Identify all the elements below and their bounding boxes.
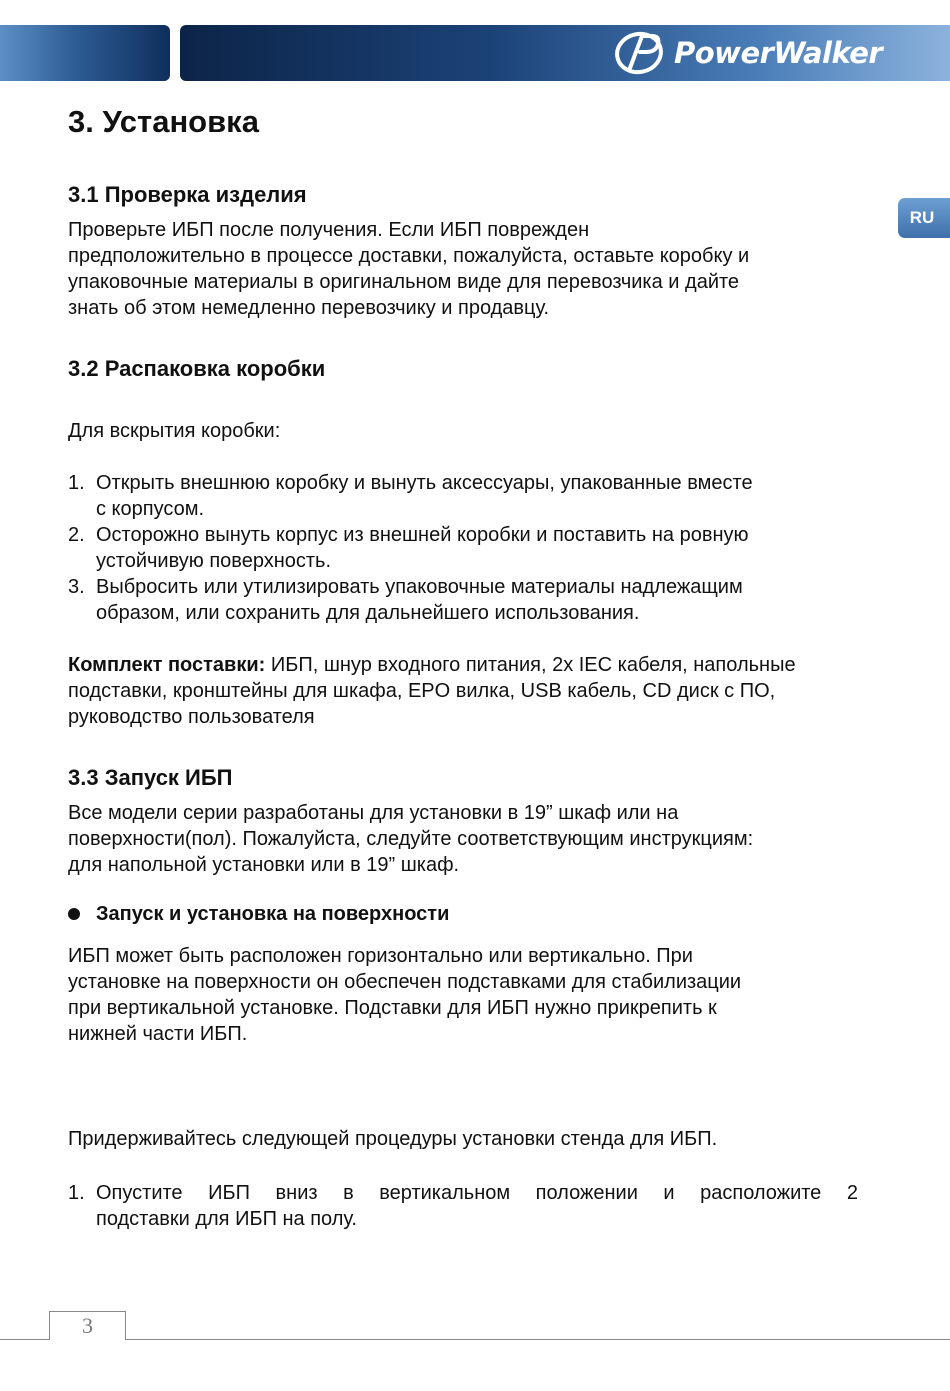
s31-line-1: Проверьте ИБП после получения. Если ИБП поврежден [68, 219, 590, 241]
list-text: Открыть внешнюю коробку и вынуть аксессуары, упакованные вместе [96, 472, 753, 494]
bullet-line-1: ИБП может быть расположен горизонтально или вертикально. При [68, 945, 693, 967]
s32-intro: Для вскрытия коробки: [68, 420, 281, 442]
word: вниз [275, 1182, 318, 1204]
word: вертикальном [379, 1182, 511, 1204]
footer-rule [0, 1339, 950, 1340]
kit-label: Комплект поставки: [68, 654, 266, 676]
s31-line-2: предположительно в процессе доставки, пожалуйста, оставьте коробку и [68, 245, 750, 267]
list-text: устойчивую поверхность. [96, 550, 332, 572]
page-number: 3 [49, 1311, 126, 1340]
bullet-icon [68, 908, 80, 920]
brand-name: PowerWalker [674, 36, 883, 70]
page-title: 3. Установка [68, 104, 259, 139]
word: положении [535, 1182, 638, 1204]
word: 2 [846, 1182, 858, 1204]
language-tab[interactable]: RU [898, 198, 950, 238]
procedure-intro: Придерживайтесь следующей процедуры установки стенда для ИБП. [68, 1128, 718, 1150]
list-number: 3. [68, 576, 85, 598]
bullet-heading-text: Запуск и установка на поверхности [96, 903, 450, 925]
s33-line-2: поверхности(пол). Пожалуйста, следуйте соответствующим инструкциям: [68, 828, 754, 850]
list-number: 1. [68, 472, 85, 494]
header-bar-left [0, 25, 170, 81]
step-1-line-2: подставки для ИБП на полу. [96, 1208, 357, 1230]
kit-line-1 [68, 652, 796, 678]
s31-line-3: упаковочные материалы в оригинальном виде для перевозчика и дайте [68, 271, 740, 293]
section-heading-3-1: 3.1 Проверка изделия [68, 182, 307, 207]
word: расположите [700, 1182, 822, 1204]
list-text: Выбросить или утилизировать упаковочные материалы надлежащим [96, 576, 743, 598]
s31-line-4: знать об этом немедленно перевозчику и продавцу. [68, 297, 550, 319]
word: и [663, 1182, 675, 1204]
word: в [343, 1182, 354, 1204]
section-heading-3-3: 3.3 Запуск ИБП [68, 765, 233, 790]
section-heading-3-2: 3.2 Распаковка коробки [68, 356, 326, 381]
kit-line-2: подставки, кронштейны для шкафа, EPO вилка, USB кабель, CD диск с ПО, [68, 680, 776, 702]
word: ИБП [208, 1182, 250, 1204]
s33-line-1: Все модели серии разработаны для установки в 19” шкаф или на [68, 802, 679, 824]
powerwalker-logo-icon [612, 30, 670, 76]
bullet-line-3: при вертикальной установке. Подставки для ИБП нужно прикрепить к [68, 997, 717, 1019]
word: Опустите [96, 1182, 183, 1204]
step-number: 1. [68, 1182, 85, 1204]
kit-line-3: руководство пользователя [68, 706, 315, 728]
step-1-line-1 [96, 1180, 858, 1206]
list-text: с корпусом. [96, 498, 205, 520]
bullet-line-2: установке на поверхности он обеспечен подставками для стабилизации [68, 971, 742, 993]
bullet-line-4: нижней части ИБП. [68, 1023, 248, 1045]
kit-text: ИБП, шнур входного питания, 2x IEC кабеля, напольные [265, 654, 796, 676]
powerwalker-logo [612, 28, 942, 78]
list-text: Осторожно вынуть корпус из внешней коробки и поставить на ровную [96, 524, 749, 546]
s33-line-3: для напольной установки или в 19” шкаф. [68, 854, 460, 876]
list-text: образом, или сохранить для дальнейшего использования. [96, 602, 640, 624]
list-number: 2. [68, 524, 85, 546]
